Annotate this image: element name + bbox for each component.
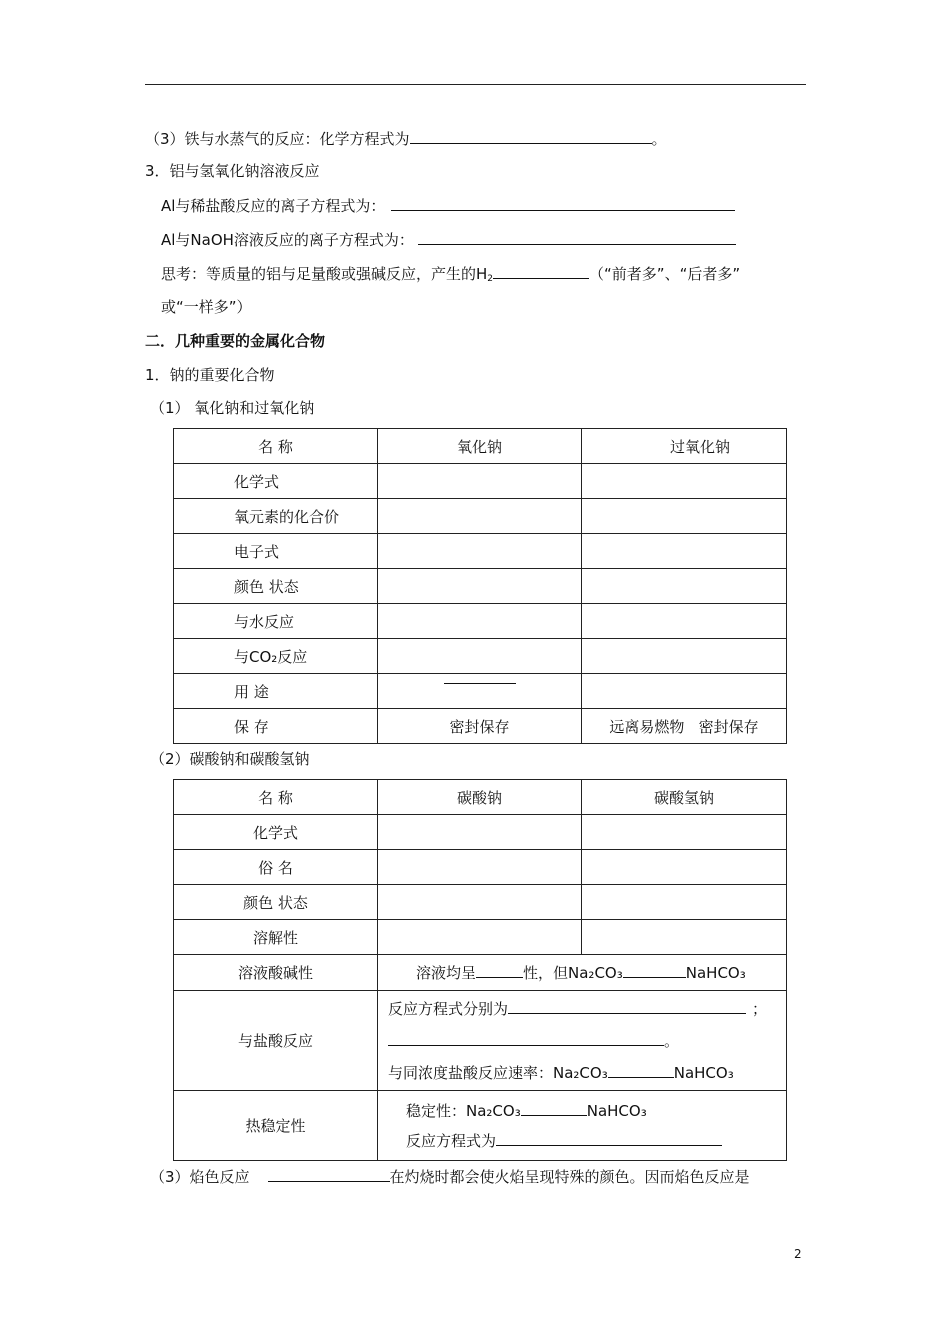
heat-line-1: 稳定性：Na₂CO₃ NaHCO₃ — [406, 1101, 647, 1120]
answer-cell[interactable] — [582, 499, 787, 534]
row-label: 电子式 — [174, 534, 378, 569]
answer-cell[interactable] — [378, 569, 582, 604]
heat-line-2: 反应方程式为 — [406, 1126, 786, 1156]
table-header-cell: 碳酸钠 — [378, 780, 582, 815]
row-label: 化学式 — [174, 815, 378, 850]
answer-cell[interactable] — [378, 920, 582, 955]
row-label: 化学式 — [174, 464, 378, 499]
answer-cell[interactable] — [378, 850, 582, 885]
answer-cell[interactable] — [378, 464, 582, 499]
answer-cell[interactable] — [582, 639, 787, 674]
row-label: 溶解性 — [174, 920, 378, 955]
page-number: 2 — [794, 1247, 802, 1261]
answer-blank[interactable] — [391, 195, 735, 211]
answer-blank[interactable] — [418, 229, 736, 245]
answer-cell[interactable] — [582, 885, 787, 920]
answer-cell[interactable] — [378, 815, 582, 850]
answer-cell[interactable] — [582, 674, 787, 709]
table-sodium-carbonates — [173, 779, 787, 1161]
line-think-cont: 或“一样多”） — [161, 298, 252, 316]
answer-blank[interactable] — [496, 1130, 722, 1146]
answer-cell[interactable] — [582, 850, 787, 885]
row-label: 与盐酸反应 — [174, 991, 378, 1091]
row-label: 保 存 — [174, 709, 378, 744]
store-na2o2: 远离易燃物 密封保存 — [582, 709, 787, 744]
row-label: 颜色 状态 — [174, 569, 378, 604]
row-label: 俗 名 — [174, 850, 378, 885]
answer-blank[interactable] — [410, 128, 652, 144]
table-header-cell: 氧化钠 — [378, 429, 582, 464]
table-header-cell: 名 称 — [174, 780, 378, 815]
table-header-cell: 碳酸氢钠 — [582, 780, 787, 815]
answer-cell[interactable] — [582, 604, 787, 639]
hcl-line-2: 。 — [388, 1025, 786, 1057]
line-iron-steam: （3）铁与水蒸气的反应：化学方程式为 。 — [145, 130, 667, 148]
line-think: 思考：等质量的铝与足量酸或强碱反应，产生的$H_2$ （“前者多”、“后者多” — [161, 265, 741, 284]
row-label: 与CO₂反应 — [174, 639, 378, 674]
item-flame-test: （3）焰色反应 在灼烧时都会使火焰呈现特殊的颜色。因而焰色反应是 — [150, 1168, 750, 1186]
line-al-hcl: Al与稀盐酸反应的离子方程式为： — [161, 195, 735, 216]
row-label: 用 途 — [174, 674, 378, 709]
hcl-line-1: 反应方程式分别为 ； — [388, 999, 768, 1018]
dash-line — [444, 683, 516, 684]
answer-cell[interactable] — [378, 604, 582, 639]
section-heading: 二．几种重要的金属化合物 — [145, 332, 326, 350]
item-oxides: （1） 氧化钠和过氧化钠 — [150, 399, 315, 417]
na2o-usage-cell — [378, 674, 582, 709]
row-label: 溶液酸碱性 — [174, 955, 378, 991]
answer-cell[interactable] — [378, 639, 582, 674]
hcl-cell — [378, 991, 787, 1091]
store-na2o: 密封保存 — [378, 709, 582, 744]
heat-cell — [378, 1091, 787, 1161]
acidity-cell: 溶液均呈 性，但Na₂CO₃ NaHCO₃ — [378, 955, 787, 991]
answer-blank[interactable] — [476, 962, 523, 978]
answer-blank[interactable] — [508, 998, 746, 1014]
table-sodium-oxides — [173, 428, 787, 744]
row-label: 颜色 状态 — [174, 885, 378, 920]
answer-blank[interactable] — [388, 1030, 664, 1046]
answer-cell[interactable] — [378, 534, 582, 569]
answer-cell[interactable] — [582, 534, 787, 569]
answer-cell[interactable] — [582, 815, 787, 850]
answer-cell[interactable] — [582, 464, 787, 499]
table-header-cell: 名 称 — [174, 429, 378, 464]
answer-blank[interactable] — [521, 1100, 587, 1116]
answer-cell[interactable] — [378, 499, 582, 534]
line-al-naoh: Al与NaOH溶液反应的离子方程式为： — [161, 229, 736, 250]
answer-blank[interactable] — [623, 962, 686, 978]
answer-blank[interactable] — [268, 1166, 390, 1182]
answer-cell[interactable] — [582, 920, 787, 955]
hcl-line-3: 与同浓度盐酸反应速率：Na₂CO₃ NaHCO₃ — [388, 1063, 734, 1082]
item-carbonates: （2）碳酸钠和碳酸氢钠 — [150, 750, 310, 768]
row-label: 与水反应 — [174, 604, 378, 639]
row-label: 氧元素的化合价 — [174, 499, 378, 534]
answer-cell[interactable] — [378, 885, 582, 920]
row-label: 热稳定性 — [174, 1091, 378, 1161]
table-header-cell: 过氧化钠 — [582, 429, 787, 464]
header-rule — [145, 84, 806, 85]
answer-blank[interactable] — [493, 263, 589, 279]
heading-al-naoh: 3．铝与氢氧化钠溶液反应 — [145, 162, 320, 180]
subheading-sodium: 1．钠的重要化合物 — [145, 366, 275, 384]
answer-cell[interactable] — [582, 569, 787, 604]
answer-blank[interactable] — [608, 1062, 674, 1078]
